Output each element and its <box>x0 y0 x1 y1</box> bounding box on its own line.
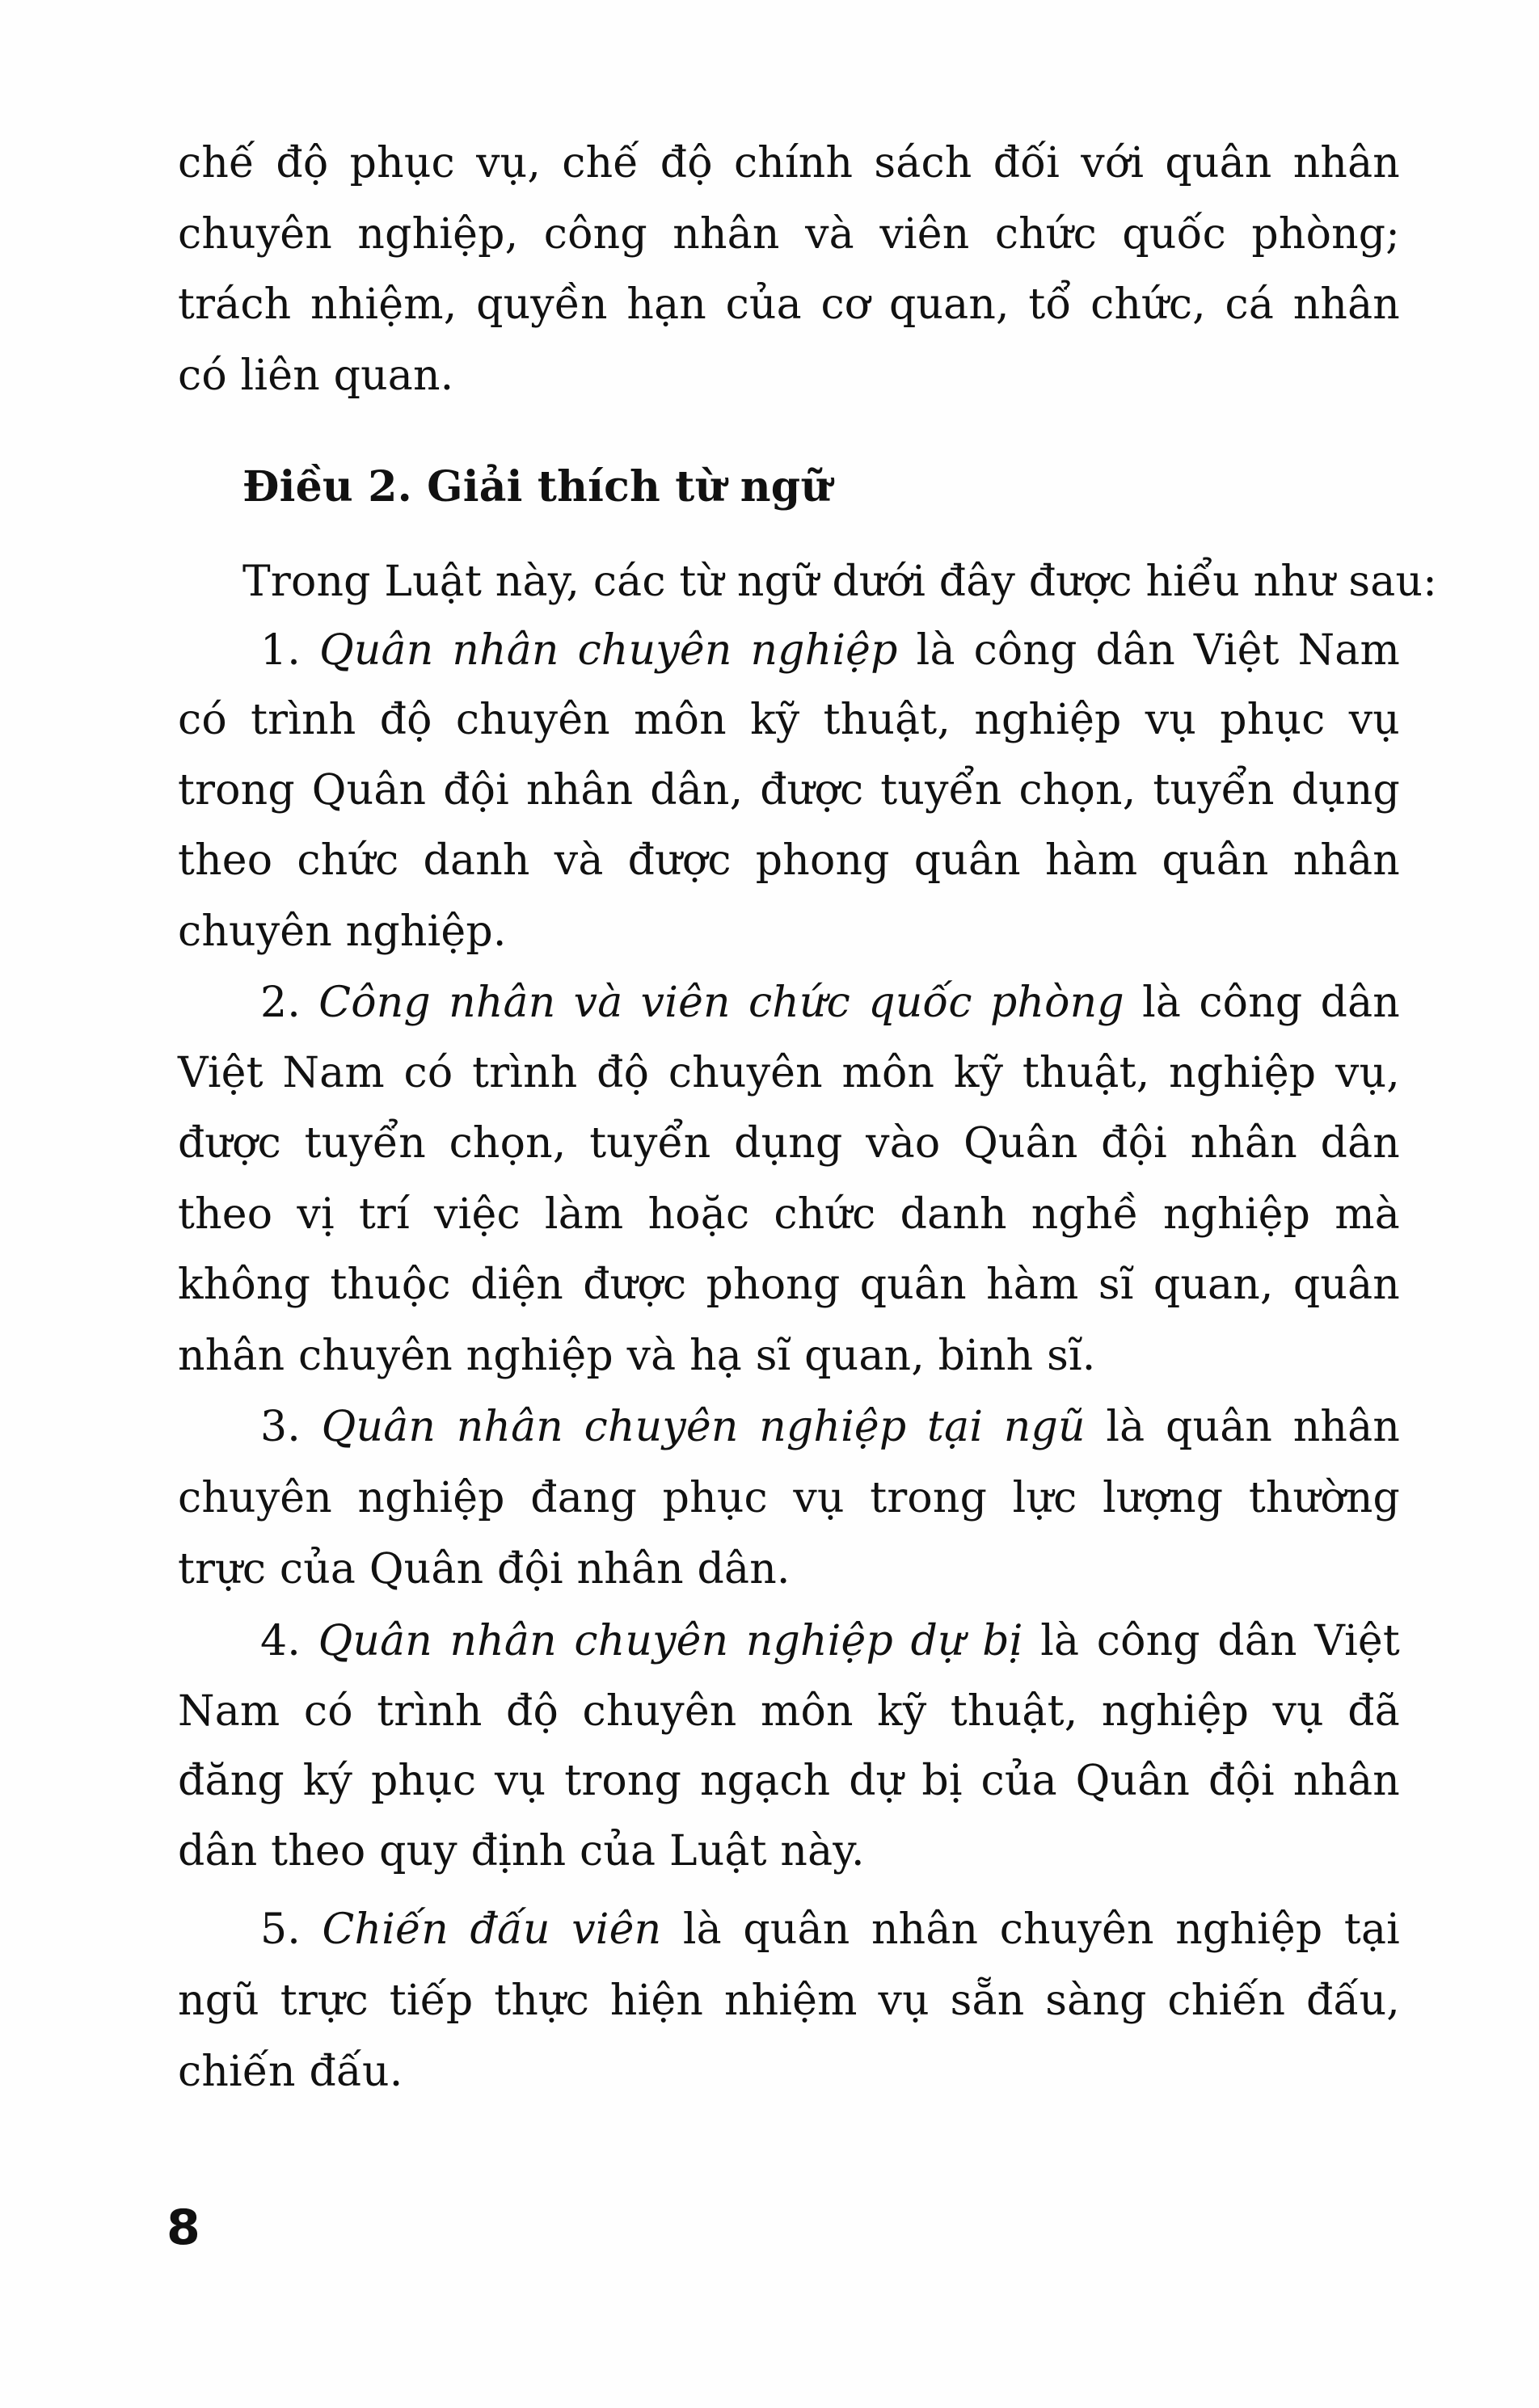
definition-text: là công dân Việt <box>1040 1617 1400 1665</box>
text-line: ngũ trực tiếp thực hiện nhiệm vụ sẵn sàng chiến đấu, <box>178 1976 1400 2025</box>
text-line: chiến đấu. <box>178 2048 403 2096</box>
text-line: trách nhiệm, quyền hạn của cơ quan, tổ chức, cá nhân <box>178 280 1400 329</box>
definition-first-line <box>260 1894 1400 1965</box>
text-line: đăng ký phục vụ trong ngạch dự bị của Quân đội nhân <box>178 1757 1400 1805</box>
text-line: Nam có trình độ chuyên môn kỹ thuật, nghiệp vụ đã <box>178 1687 1400 1736</box>
text-line: chuyên nghiệp đang phục vụ trong lực lượng thường <box>178 1474 1400 1522</box>
text-line: có liên quan. <box>178 352 454 400</box>
item-number: 1. <box>260 626 301 675</box>
defined-term: Quân nhân chuyên nghiệp tại ngũ <box>321 1403 1086 1451</box>
page-number: 8 <box>167 2200 200 2256</box>
text-line: chuyên nghiệp. <box>178 907 507 956</box>
defined-term: Quân nhân chuyên nghiệp <box>318 626 898 675</box>
item-number: 2. <box>260 979 301 1027</box>
defined-term: Quân nhân chuyên nghiệp dự bị <box>318 1617 1023 1665</box>
item-number: 4. <box>260 1617 301 1665</box>
definition-first-line <box>260 1391 1400 1463</box>
text-line: chuyên nghiệp, công nhân và viên chức quốc phòng; <box>178 210 1400 259</box>
text-line: theo chức danh và được phong quân hàm quân nhân <box>178 836 1400 885</box>
text-line: trong Quân đội nhân dân, được tuyển chọn, tuyển dụng <box>178 766 1400 815</box>
definition-text: là công dân <box>1142 979 1400 1027</box>
text-line: trực của Quân đội nhân dân. <box>178 1545 791 1593</box>
text-line: Việt Nam có trình độ chuyên môn kỹ thuật, nghiệp vụ, <box>178 1049 1400 1097</box>
defined-term: Công nhân và viên chức quốc phòng <box>318 979 1124 1027</box>
text-line: không thuộc diện được phong quân hàm sĩ quan, quân <box>178 1261 1400 1309</box>
definition-first-line <box>260 967 1400 1038</box>
item-number: 3. <box>260 1403 301 1451</box>
defined-term: Chiến đấu viên <box>322 1905 662 1954</box>
definition-first-line <box>260 615 1400 686</box>
definition-text: là quân nhân <box>1106 1403 1401 1451</box>
text-line: dân theo quy định của Luật này. <box>178 1827 865 1875</box>
article-intro: Trong Luật này, các từ ngữ dưới đây được hiểu như sau: <box>242 558 1437 606</box>
article-heading: Điều 2. Giải thích từ ngữ <box>242 462 832 511</box>
text-line: theo vị trí việc làm hoặc chức danh nghề nghiệp mà <box>178 1190 1400 1239</box>
text-line: có trình độ chuyên môn kỹ thuật, nghiệp vụ phục vụ <box>178 696 1400 744</box>
item-number: 5. <box>260 1905 301 1954</box>
definition-text: là quân nhân chuyên nghiệp tại <box>682 1905 1401 1954</box>
text-line: được tuyển chọn, tuyển dụng vào Quân đội nhân dân <box>178 1119 1400 1168</box>
definition-first-line <box>260 1606 1400 1677</box>
definition-text: là công dân Việt Nam <box>916 626 1400 675</box>
text-line: chế độ phục vụ, chế độ chính sách đối với quân nhân <box>178 139 1400 187</box>
text-line: nhân chuyên nghiệp và hạ sĩ quan, binh sĩ. <box>178 1332 1096 1380</box>
